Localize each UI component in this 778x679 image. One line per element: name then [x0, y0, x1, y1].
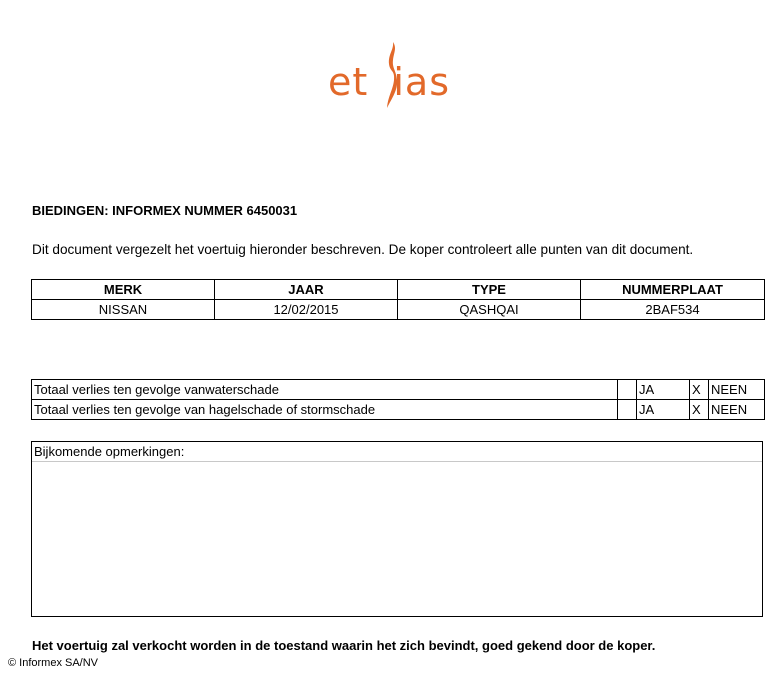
loss-label: Totaal verlies ten gevolge van hagelschade of stormschade — [32, 400, 618, 420]
header-type: TYPE — [398, 280, 581, 300]
remarks-box — [31, 441, 763, 617]
logo-text-left: et — [328, 60, 369, 104]
document-intro: Dit document vergezelt het voertuig hieronder beschreven. De koper controleert alle punten van dit document. — [32, 242, 694, 257]
value-merk: NISSAN — [32, 300, 215, 320]
loss-row-hail — [32, 400, 765, 420]
remarks-label: Bijkomende opmerkingen: — [32, 442, 762, 462]
footer-note: Het voertuig zal verkocht worden in de toestand waarin het zich bevindt, goed gekend door de koper. — [32, 638, 656, 653]
value-type: QASHQAI — [398, 300, 581, 320]
ethias-logo — [328, 40, 468, 110]
yes-label: JA — [637, 380, 690, 400]
vehicle-header-row — [32, 280, 765, 300]
copyright: © Informex SA/NV — [8, 657, 99, 669]
loss-row-water — [32, 380, 765, 400]
no-label: NEEN — [709, 380, 765, 400]
no-label: NEEN — [709, 400, 765, 420]
no-checkbox: X — [690, 400, 709, 420]
yes-checkbox — [618, 400, 637, 420]
value-nummerplaat: 2BAF534 — [581, 300, 765, 320]
loss-label: Totaal verlies ten gevolge vanwaterschade — [32, 380, 618, 400]
yes-label: JA — [637, 400, 690, 420]
header-jaar: JAAR — [215, 280, 398, 300]
vehicle-value-row — [32, 300, 765, 320]
document-title: BIEDINGEN: INFORMEX NUMMER 6450031 — [32, 203, 298, 218]
loss-table — [31, 379, 765, 420]
logo-text-right: ias — [393, 60, 451, 104]
no-checkbox: X — [690, 380, 709, 400]
yes-checkbox — [618, 380, 637, 400]
value-jaar: 12/02/2015 — [215, 300, 398, 320]
vehicle-table — [31, 279, 765, 320]
header-merk: MERK — [32, 280, 215, 300]
header-nummerplaat: NUMMERPLAAT — [581, 280, 765, 300]
